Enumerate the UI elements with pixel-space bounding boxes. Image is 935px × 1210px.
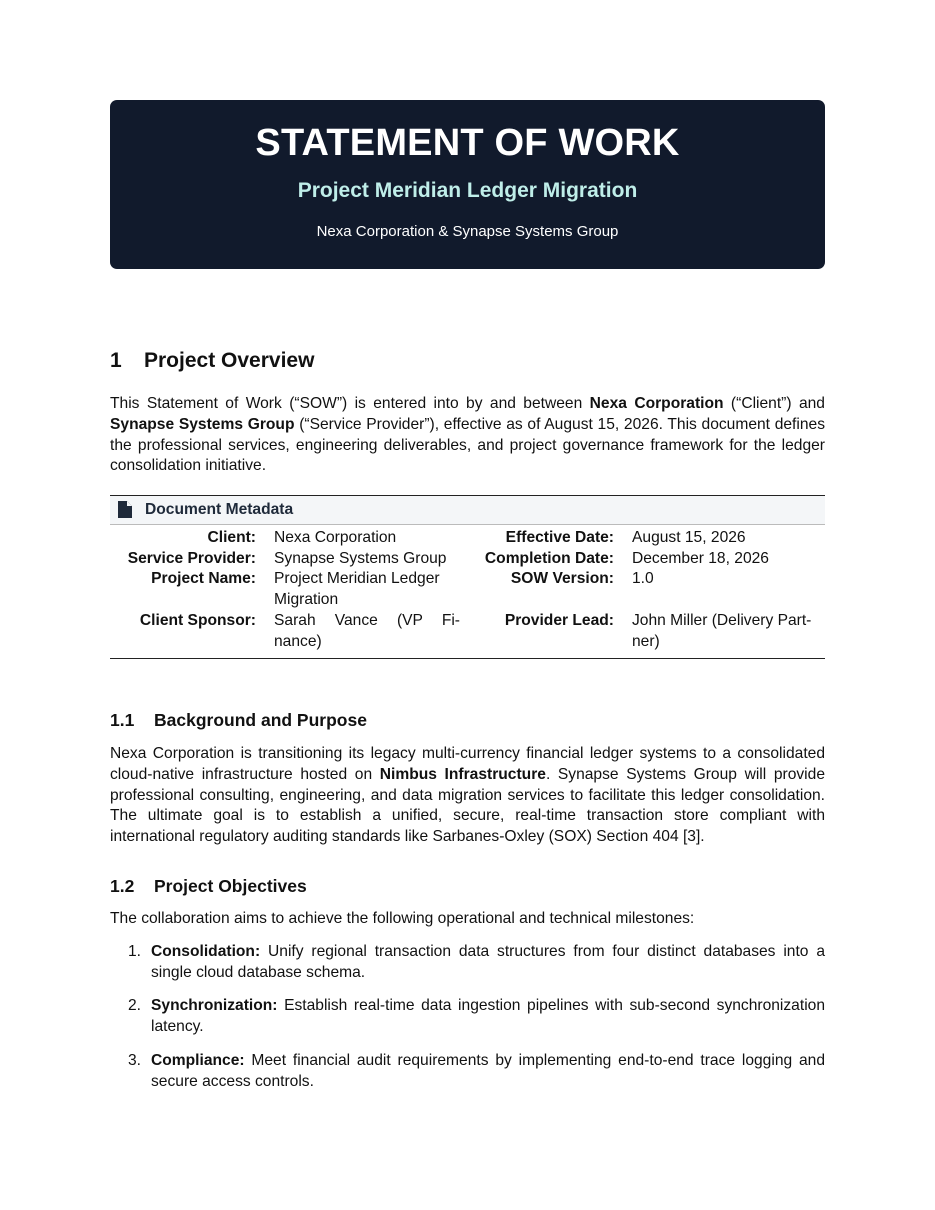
client-label: Client: bbox=[207, 529, 256, 546]
document-icon bbox=[118, 501, 132, 518]
completion-date-value: December 18, 2026 bbox=[632, 550, 769, 567]
metadata-heading: Document Metadata bbox=[145, 501, 294, 518]
text-run: Nexa Corporation is transitioning its legacy multi-currency financial ledger systems to a consolidated cloud-native infrastructure hosted on bbox=[110, 745, 825, 783]
client-name-bold: Nexa Corporation bbox=[589, 395, 724, 412]
service-provider-label: Service Provider: bbox=[127, 550, 256, 567]
section-number: 1.1 bbox=[110, 710, 135, 730]
infrastructure-name-bold: Nimbus Infrastructure bbox=[379, 765, 546, 783]
section-title: Project Overview bbox=[144, 349, 315, 372]
sow-version-value: 1.0 bbox=[632, 570, 654, 587]
section-title: Background and Purpose bbox=[154, 710, 367, 730]
item-text: Meet financial audit requirements by implementing end-to-end trace logging and secure access controls. bbox=[151, 1052, 825, 1090]
list-number: 3. bbox=[128, 1052, 142, 1069]
objectives-intro: The collaboration aims to achieve the following operational and technical milestones: bbox=[110, 910, 695, 927]
value-line: Project Meridian Ledger bbox=[274, 570, 440, 587]
effective-date-value: August 15, 2026 bbox=[632, 529, 746, 546]
client-sponsor-label: Client Sponsor: bbox=[139, 612, 256, 629]
background-paragraph bbox=[110, 744, 825, 848]
item-label: Consolidation: bbox=[151, 943, 261, 960]
section-heading-background bbox=[110, 710, 367, 731]
effective-date-label: Effective Date: bbox=[505, 529, 614, 546]
provider-name-bold: Synapse Systems Group bbox=[110, 415, 295, 433]
text-run: (“Client”) and bbox=[723, 395, 825, 412]
title-banner bbox=[110, 100, 825, 269]
value-line: Sarah Vance (VP Fi- bbox=[274, 612, 460, 629]
item-text: Establish real-time data ingestion pipelines with sub-second synchronization latency. bbox=[151, 997, 825, 1035]
section-title: Project Objectives bbox=[154, 876, 307, 896]
item-label: Compliance: bbox=[151, 1052, 245, 1069]
sow-version-label: SOW Version: bbox=[510, 570, 614, 587]
value-line: ner) bbox=[632, 632, 660, 650]
provider-lead-label: Provider Lead: bbox=[504, 612, 614, 629]
client-sponsor-value bbox=[274, 611, 460, 653]
list-item-body bbox=[151, 942, 825, 984]
completion-date-label: Completion Date: bbox=[484, 550, 614, 567]
section-heading-project-overview bbox=[110, 349, 314, 373]
section-heading-objectives bbox=[110, 876, 307, 897]
value-line: nance) bbox=[274, 632, 322, 650]
project-subtitle: Project Meridian Ledger Migration bbox=[297, 179, 638, 202]
text-run: . Synapse Systems Group will provide professional consulting, engineering, and data migration services to facilitate this ledger consolidation. The ultimate goal is to establish a unified, secure, real-time transaction store compliant with international regulatory auditing standards like Sarbanes-Oxley (SOX) Section 404 [3]. bbox=[110, 765, 825, 846]
text-run: This Statement of Work (“SOW”) is entered into by and between bbox=[110, 395, 590, 412]
text-run: (“Service Provider”), effective as of August 15, 2026. This document defines the professional services, engineering deliverables, and project governance framework for the ledger consolidation initiative. bbox=[110, 415, 826, 475]
item-label: Synchronization: bbox=[151, 997, 278, 1014]
client-value: Nexa Corporation bbox=[274, 529, 397, 546]
value-line: Migration bbox=[274, 590, 339, 608]
list-item-body bbox=[151, 1051, 825, 1093]
service-provider-value: Synapse Systems Group bbox=[274, 550, 447, 567]
overview-paragraph bbox=[110, 394, 825, 477]
list-item-body bbox=[151, 996, 825, 1038]
project-name-label: Project Name: bbox=[151, 570, 256, 587]
parties-line: Nexa Corporation & Synapse Systems Group bbox=[316, 223, 619, 240]
section-number: 1 bbox=[110, 349, 122, 372]
list-number: 2. bbox=[128, 997, 142, 1014]
metadata-header bbox=[110, 496, 825, 525]
provider-lead-value bbox=[632, 611, 822, 653]
item-text: Unify regional transaction data structures from four distinct databases into a single cloud database schema. bbox=[151, 943, 825, 981]
project-name-value bbox=[274, 569, 460, 611]
list-number: 1. bbox=[128, 943, 142, 960]
document-metadata-box bbox=[110, 495, 825, 659]
document-title: STATEMENT OF WORK bbox=[255, 122, 680, 164]
value-line: John Miller (Delivery Part- bbox=[632, 612, 812, 629]
section-number: 1.2 bbox=[110, 876, 135, 896]
